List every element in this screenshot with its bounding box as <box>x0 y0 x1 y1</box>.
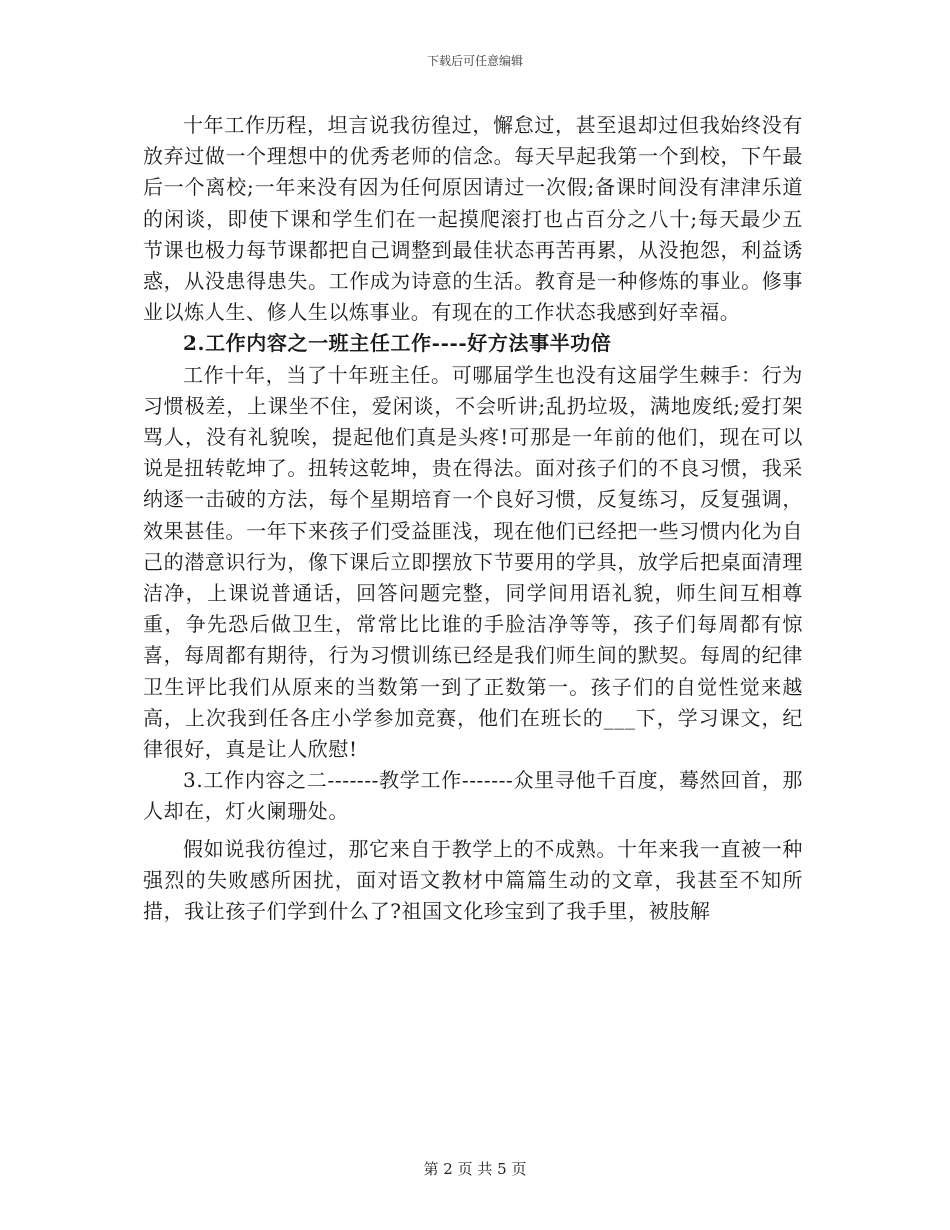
section-heading-teaching-work: 3.工作内容之二-------教学工作-------众里寻他千百度，蓦然回首，那人却在，灯火阑珊处。 <box>143 768 803 824</box>
document-body <box>143 110 803 927</box>
paragraph-work-history: 十年工作历程，坦言说我彷徨过，懈怠过，甚至退却过但我始终没有放弃过做一个理想中的优秀老师的信念。每天早起我第一个到校，下午最后一个离校;一年来没有因为任何原因请过一次假;备课时间没有津津乐道的闲谈，即使下课和学生们在一起摸爬滚打也占百分之八十;每天最少五节课也极力每节课都把自己调整到最佳状态再苦再累，从没抱怨，利益诱惑，从没患得患失。工作成为诗意的生活。教育是一种修炼的事业。修事业以炼人生、修人生以炼事业。有现在的工作状态我感到好幸福。 <box>143 113 803 325</box>
section-heading-class-teacher: 2.工作内容之一班主任工作----好方法事半功倍 <box>183 331 612 356</box>
paragraph-teaching-reflection: 假如说我彷徨过，那它来自于教学上的不成熟。十年来我一直被一种强烈的失败感所困扰，面对语文教材中篇篇生动的文章，我甚至不知所措，我让孩子们学到什么了?祖国文化珍宝到了我手里，被肢解 <box>143 836 803 924</box>
page-footer: 第 2 页 共 5 页 <box>423 1160 527 1178</box>
page-header: 下载后可任意编辑 <box>426 54 523 68</box>
paragraph-class-teacher-work: 工作十年，当了十年班主任。可哪届学生也没有这届学生棘手：行为习惯极差，上课坐不住，爱闲谈，不会听讲;乱扔垃圾，满地废纸;爱打架骂人，没有礼貌唉，提起他们真是头疼!可那是一年前的他们，现在可以说是扭转乾坤了。扭转这乾坤，贵在得法。面对孩子们的不良习惯，我采纳逐一击破的方法，每个星期培育一个良好习惯，反复练习，反复强调，效果甚佳。一年下来孩子们受益匪浅，现在他们已经把一些习惯内化为自己的潜意识行为，像下课后立即摆放下节要用的学具，放学后把桌面清理洁净，上课说普通话，回答问题完整，同学间用语礼貌，师生间互相尊重，争先恐后做卫生，常常比比谁的手脸洁净等等，孩子们每周都有惊喜，每周都有期待，行为习惯训练已经是我们师生间的默契。每周的纪律卫生评比我们从原来的当数第一到了正数第一。孩子们的自觉性觉来越高，上次我到任各庄小学参加竞赛，他们在班长的___下，学习课文，纪律很好，真是让人欣慰! <box>143 362 803 762</box>
